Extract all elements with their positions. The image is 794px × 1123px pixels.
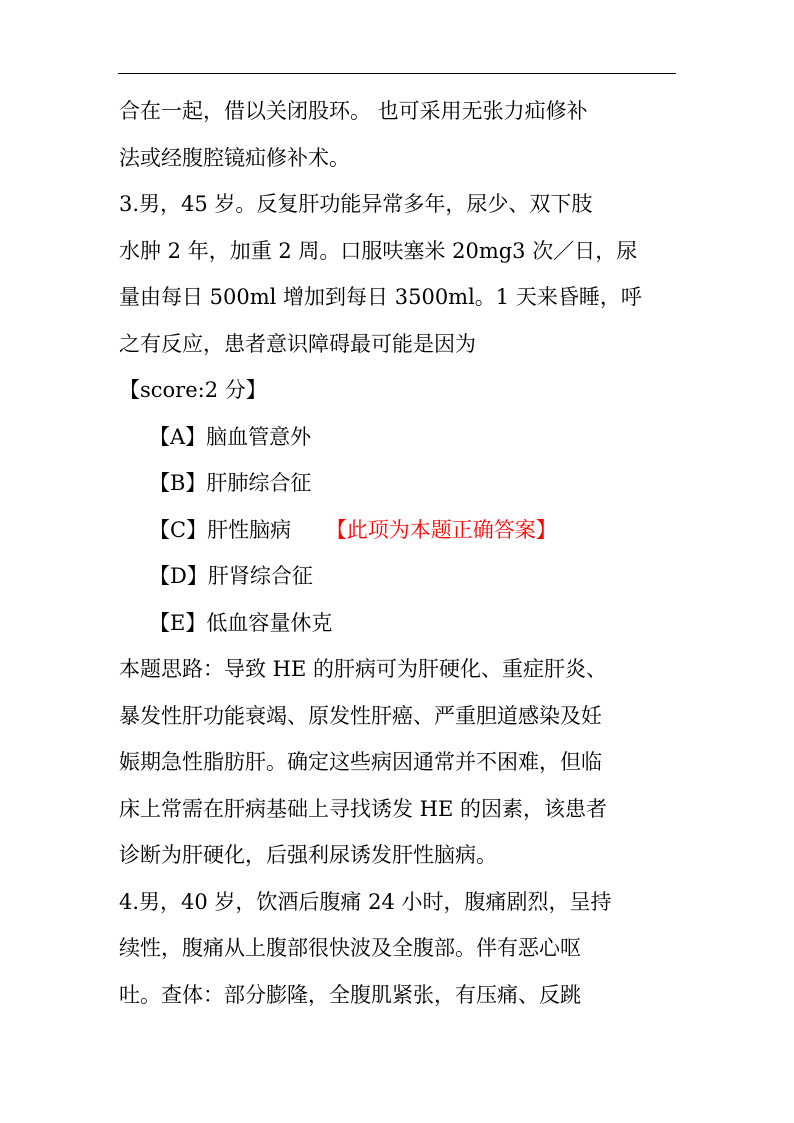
text-line: 法或经腹腔镜疝修补术。 [119, 145, 350, 170]
option-b [119, 460, 679, 507]
correct-answer-mark: 【此项为本题正确答案】 [325, 517, 557, 542]
header-rule [118, 73, 676, 74]
text-line: 续性，腹痛从上腹部很快波及全腹部。伴有恶心呕 [119, 936, 581, 960]
text-line: 量由每日 500ml 增加到每日 3500ml。1 天来昏睡，呼 [119, 285, 642, 309]
option-d-label: 【D】肝肾综合征 [149, 564, 313, 588]
explanation-line: 本题思路：导致 HE 的肝病可为肝硬化、重症肝炎、 [119, 657, 607, 681]
option-d [119, 553, 679, 600]
score-label: 【score:2 分】 [119, 378, 267, 402]
option-c-label: 【C】肝性脑病 [149, 517, 292, 542]
option-e [119, 600, 679, 647]
text-line: 合在一起，借以关闭股环。 也可采用无张力疝修补 [119, 99, 588, 123]
text-line: 之有反应，患者意识障碍最可能是因为 [119, 331, 476, 356]
option-a-label: 【A】脑血管意外 [149, 424, 312, 449]
option-e-label: 【E】低血容量休克 [149, 610, 333, 635]
explanation-line: 娠期急性脂肪肝。确定这些病因通常并不困难，但临 [119, 750, 602, 774]
document-body [119, 88, 679, 1018]
question-3-text: 3.男，45 岁。反复肝功能异常多年，尿少、双下肢 [119, 192, 593, 216]
explanation-line: 床上常需在肝病基础上寻找诱发 HE 的因素，该患者 [119, 796, 607, 821]
option-c [119, 507, 679, 554]
text-line: 吐。查体：部分膨隆，全腹肌紧张，有压痛、反跳 [119, 982, 581, 1007]
question-4-text: 4.男，40 岁，饮酒后腹痛 24 小时，腹痛剧烈，呈持 [119, 889, 612, 914]
explanation-line: 暴发性肝功能衰竭、原发性肝癌、严重胆道感染及妊 [119, 703, 602, 728]
option-b-label: 【B】肝肺综合征 [149, 471, 312, 495]
text-line: 水肿 2 年，加重 2 周。口服呋塞米 20mg3 次／日，尿 [119, 238, 638, 263]
explanation-line: 诊断为肝硬化，后强利尿诱发肝性脑病。 [119, 843, 497, 867]
option-a [119, 414, 679, 461]
